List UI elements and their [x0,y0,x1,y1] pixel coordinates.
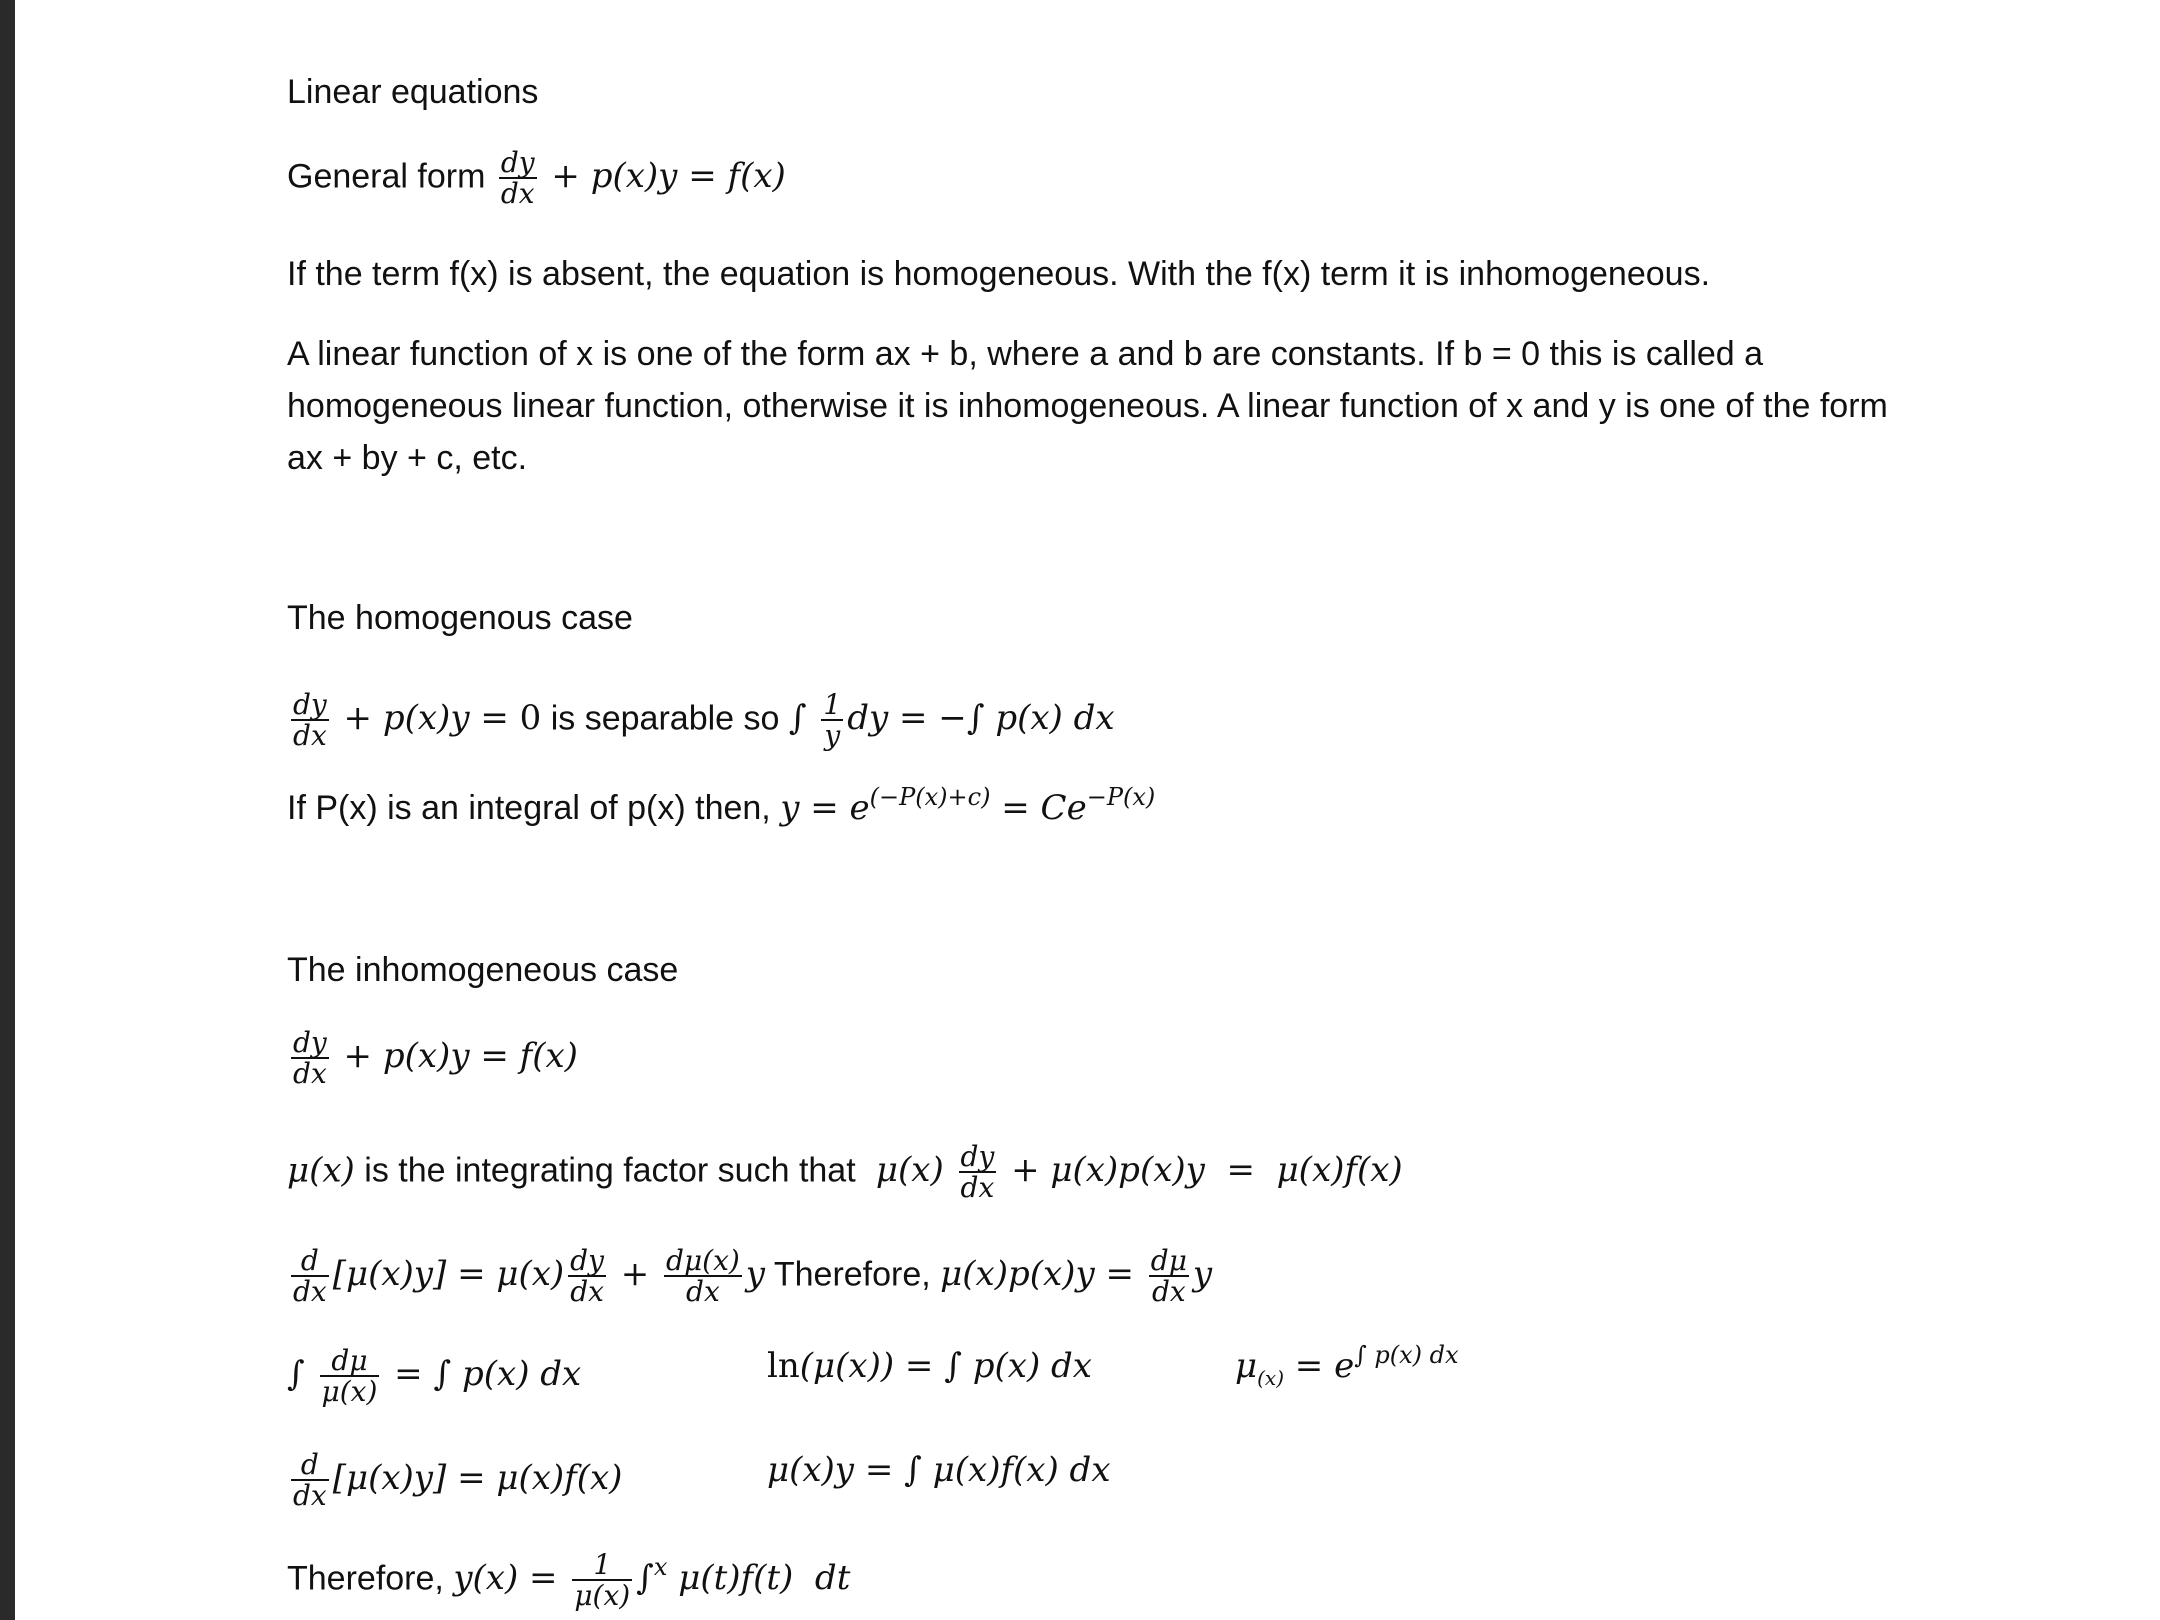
section-heading-inhomogeneous-case: The inhomogeneous case [287,951,679,989]
general-form-line [287,148,786,209]
homogeneous-solution-equation: $y = e^{(-P(x)+c)} = Ce^{-P(x)}$ [780,783,1156,828]
integrated-product-equation: μ(x)y = ∫ μ(x)f(x) dx [767,1450,1111,1490]
final-solution-line [287,1550,850,1611]
final-solution-equation: y(x) = $\frac{1}{\mu(x)}$ ∫$^x$ μ(t)f(t) dt [453,1548,851,1613]
separable-text: is separable so [550,699,780,738]
integral-mu-equation: ∫ $\frac{d\mu}{\mu(x)}$ = ∫ p(x) dx [287,1344,582,1409]
log-mu-equation: ln(μ(x)) = ∫ p(x) dx [767,1346,1092,1386]
section-heading-homogenous-case: The homogenous case [287,599,633,637]
mu-of-x: μ(x) [287,1150,355,1191]
mu-derivative-equation: μ(x)p(x)y = $\frac{d\mu}{dx}$ y [940,1244,1213,1309]
integrating-factor-text: is the integrating factor such that [364,1151,856,1190]
left-dark-strip [0,0,15,1620]
integrating-factor-line [287,1142,1403,1203]
general-form-label: General form [287,157,486,196]
product-rule-line [287,1246,1212,1307]
general-form-equation: $\frac{dy}{dx}$ + p(x)y = f(x) [500,146,786,211]
separable-integral-equation: ∫ $\frac{1}{y}$ dy = −∫ p(x) dx [788,688,1115,753]
inhomogeneous-equation: $\frac{dy}{dx}$ + p(x)y = f(x) [293,1026,578,1091]
product-rule-equation: $\frac{d}{dx}$ [μ(x)y] = μ(x) $\frac{dy}{dx}$ + $\frac{d\mu(x)}{dx}$ y [293,1244,766,1309]
therefore-label-1: Therefore, [773,1255,931,1294]
homogeneous-equation: $\frac{dy}{dx}$ + p(x)y = 0 [293,688,542,753]
integral-intro-text: If P(x) is an integral of p(x) then, [287,789,771,827]
mu-exponential-equation: $\mu_{(x)} = e^{\int p(x) dx}$ [1235,1341,1459,1390]
section-heading-linear-equations: Linear equations [287,73,539,111]
integrating-factor-equation: μ(x) $\frac{dy}{dx}$ + μ(x)p(x)y = μ(x)f(x) [865,1140,1403,1205]
derivative-product-equation: $\frac{d}{dx}$ [μ(x)y] = μ(x)f(x) [293,1448,623,1513]
homogeneity-note: If the term f(x) is absent, the equation is homogeneous. With the f(x) term it is inhomogeneous. [287,255,1711,293]
document-page [15,0,2160,1620]
homogeneous-separable-line [287,690,1115,751]
homogeneous-solution-line [287,783,1156,831]
linear-function-paragraph: A linear function of x is one of the form ax + b, where a and b are constants. If b = 0 this is called a homogeneous linear function, otherwise it is inhomogeneous. A linear function of x and y is one of the form ax + by + c, etc. [287,335,1888,477]
therefore-label-2: Therefore, [287,1559,444,1598]
